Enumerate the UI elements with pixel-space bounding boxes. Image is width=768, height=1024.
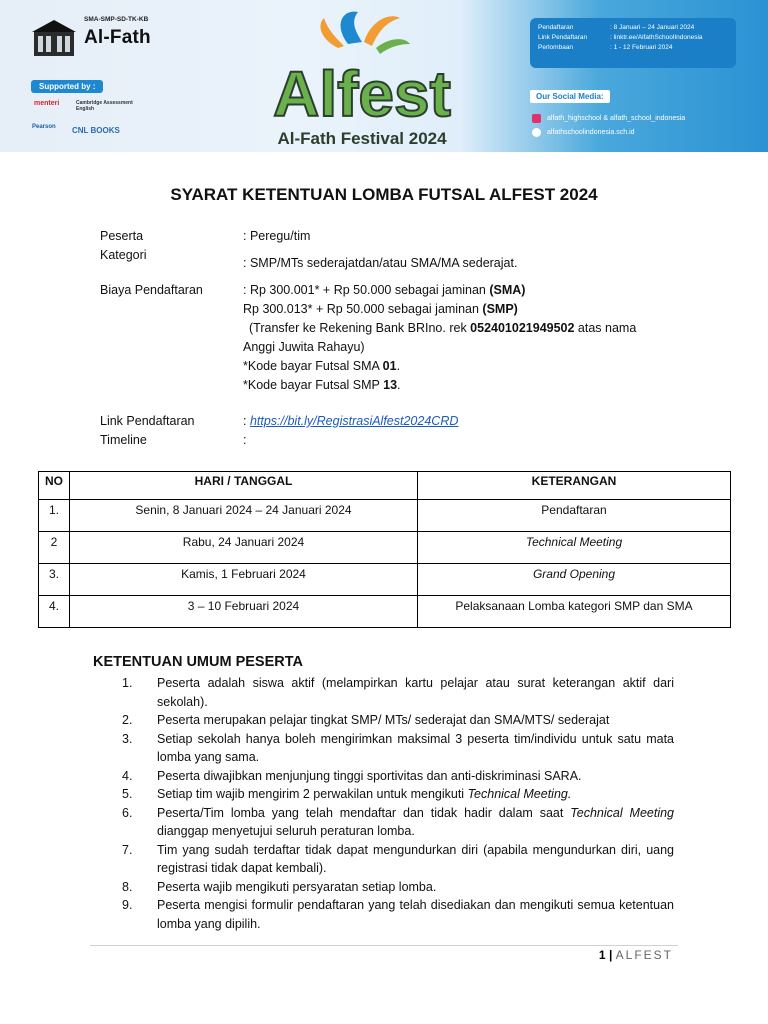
info-label: Link Pendaftaran	[538, 34, 588, 41]
row-date: Kamis, 1 Februari 2024	[70, 564, 418, 596]
info-row	[538, 43, 728, 53]
footer-divider	[90, 945, 678, 946]
biaya-line: Anggi Juwita Rahayu)	[243, 340, 365, 354]
timeline-value: :	[243, 433, 247, 447]
row-no: 1.	[39, 500, 70, 532]
table-row	[39, 500, 731, 532]
splash-icon	[341, 12, 362, 44]
header-no: NO	[39, 472, 70, 500]
list-item: 7. Tim yang sudah terdaftar tidak dapat mengundurkan diri (apabila mengundurkan diri, uang registrasi tidak dapat kembali).	[122, 842, 674, 875]
biaya-line: (Transfer ke Rekening Bank BRIno. rek 052401021949502 atas nama	[249, 321, 637, 335]
table-row	[39, 564, 731, 596]
row-date: Senin, 8 Januari 2024 – 24 Januari 2024	[70, 500, 418, 532]
row-note: Pelaksanaan Lomba kategori SMP dan SMA	[418, 596, 731, 628]
info-row	[538, 33, 728, 43]
link-label: Link Pendaftaran	[100, 414, 195, 428]
header-note: KETERANGAN	[418, 472, 731, 500]
list-item: 9. Peserta mengisi formulir pendaftaran yang telah disediakan dan mengikuti semua ketentuan lomba yang dipilih.	[122, 898, 674, 931]
list-item: 4. Peserta diwajibkan menjunjung tinggi sportivitas dan anti-diskriminasi SARA.	[122, 768, 582, 783]
table-header-row	[39, 472, 731, 500]
peserta-label: Peserta	[100, 229, 144, 243]
social-media-title: Our Social Media:	[530, 90, 610, 103]
social-instagram	[532, 114, 685, 123]
social-text: alfath_highschool & alfath_school_indonesia	[547, 115, 686, 122]
row-date: 3 – 10 Februari 2024	[70, 596, 418, 628]
school-logo-icon	[32, 18, 76, 58]
row-note: Grand Opening	[418, 564, 731, 596]
row-no: 4.	[39, 596, 70, 628]
alfest-logo	[238, 4, 486, 152]
list-item: 5. Setiap tim wajib mengirim 2 perwakilan untuk mengikuti Technical Meeting.	[122, 787, 572, 801]
festival-name: Al-Fath Festival 2024	[277, 129, 447, 148]
header-banner	[0, 0, 768, 152]
list-item: 2. Peserta merupakan pelajar tingkat SMP/ MTs/ sederajat dan SMA/MTS/ sederajat	[122, 713, 610, 727]
info-label: Perlombaan	[538, 44, 574, 51]
info-value: : linktr.ee/AlfathSchoolIndonesia	[610, 34, 703, 41]
info-row	[538, 23, 728, 33]
school-brand	[32, 16, 182, 66]
rules-title: KETENTUAN UMUM PESERTA	[93, 654, 303, 670]
rules-list	[122, 674, 674, 933]
event-info-box	[530, 18, 736, 68]
footer-name: ALFEST	[615, 948, 673, 962]
biaya-value	[243, 281, 673, 395]
sponsor-menteri: menteri	[34, 100, 60, 107]
school-name: Al-Fath	[84, 27, 151, 48]
peserta-value: : Peregu/tim	[243, 229, 311, 243]
logo-wordmark: Alfest	[273, 58, 451, 130]
biaya-line: *Kode bayar Futsal SMP 13.	[243, 378, 401, 392]
list-item: 8. Peserta wajib mengikuti persyaratan setiap lomba.	[122, 879, 437, 894]
row-note: Technical Meeting	[418, 532, 731, 564]
kategori-label: Kategori	[100, 248, 147, 262]
table-row	[39, 532, 731, 564]
biaya-label: Biaya Pendaftaran	[100, 283, 203, 297]
registration-link[interactable]: https://bit.ly/RegistrasiAlfest2024CRD	[249, 414, 459, 428]
link-value: : https://bit.ly/RegistrasiAlfest2024CRD	[243, 414, 459, 428]
row-no: 3.	[39, 564, 70, 596]
biaya-line: *Kode bayar Futsal SMA 01.	[243, 359, 401, 373]
biaya-line: Rp 300.013* + Rp 50.000 sebagai jaminan (SMP)	[243, 302, 518, 316]
globe-icon	[532, 128, 541, 137]
page-title: SYARAT KETENTUAN LOMBA FUTSAL ALFEST 2024	[170, 185, 598, 204]
list-item: 6. Peserta/Tim lomba yang telah mendaftar dan tidak hadir dalam saat Technical Meeting dianggap menyetujui seluruh peraturan lomba.	[122, 805, 675, 838]
social-text: alfathschoolindonesia.sch.id	[547, 129, 635, 136]
kategori-value: : SMP/MTs sederajatdan/atau SMA/MA sederajat.	[243, 256, 518, 270]
supported-by-label: Supported by :	[31, 80, 103, 93]
page-footer: 1 | ALFEST	[598, 948, 673, 962]
biaya-line: : Rp 300.001* + Rp 50.000 sebagai jaminan (SMA)	[243, 283, 526, 297]
timeline-label: Timeline	[100, 433, 147, 447]
sponsor-cnl-books: CNL BOOKS	[72, 126, 120, 135]
row-note: Pendaftaran	[418, 500, 731, 532]
row-no: 2	[39, 532, 70, 564]
sponsor-pearson: Pearson	[32, 124, 56, 130]
page-number: 1	[598, 948, 606, 962]
list-item: 1. Peserta adalah siswa aktif (melampirkan kartu pelajar atau surat keterangan aktif dari sekolah).	[122, 676, 674, 709]
social-website	[532, 128, 635, 137]
info-value: : 1 - 12 Februari 2024	[610, 44, 673, 51]
sponsor-cambridge: Cambridge Assessment English	[76, 100, 133, 112]
table-row	[39, 596, 731, 628]
row-date: Rabu, 24 Januari 2024	[70, 532, 418, 564]
info-value: : 8 Januari – 24 Januari 2024	[610, 24, 695, 31]
timeline-table	[38, 471, 731, 628]
instagram-icon	[532, 114, 541, 123]
header-date: HARI / TANGGAL	[70, 472, 418, 500]
school-levels: SMA-SMP-SD-TK-KB	[84, 16, 149, 23]
list-item: 3. Setiap sekolah hanya boleh mengirimkan maksimal 3 peserta tim/individu untuk satu mata lomba yang sama.	[122, 731, 674, 764]
info-label: Pendaftaran	[538, 24, 574, 31]
